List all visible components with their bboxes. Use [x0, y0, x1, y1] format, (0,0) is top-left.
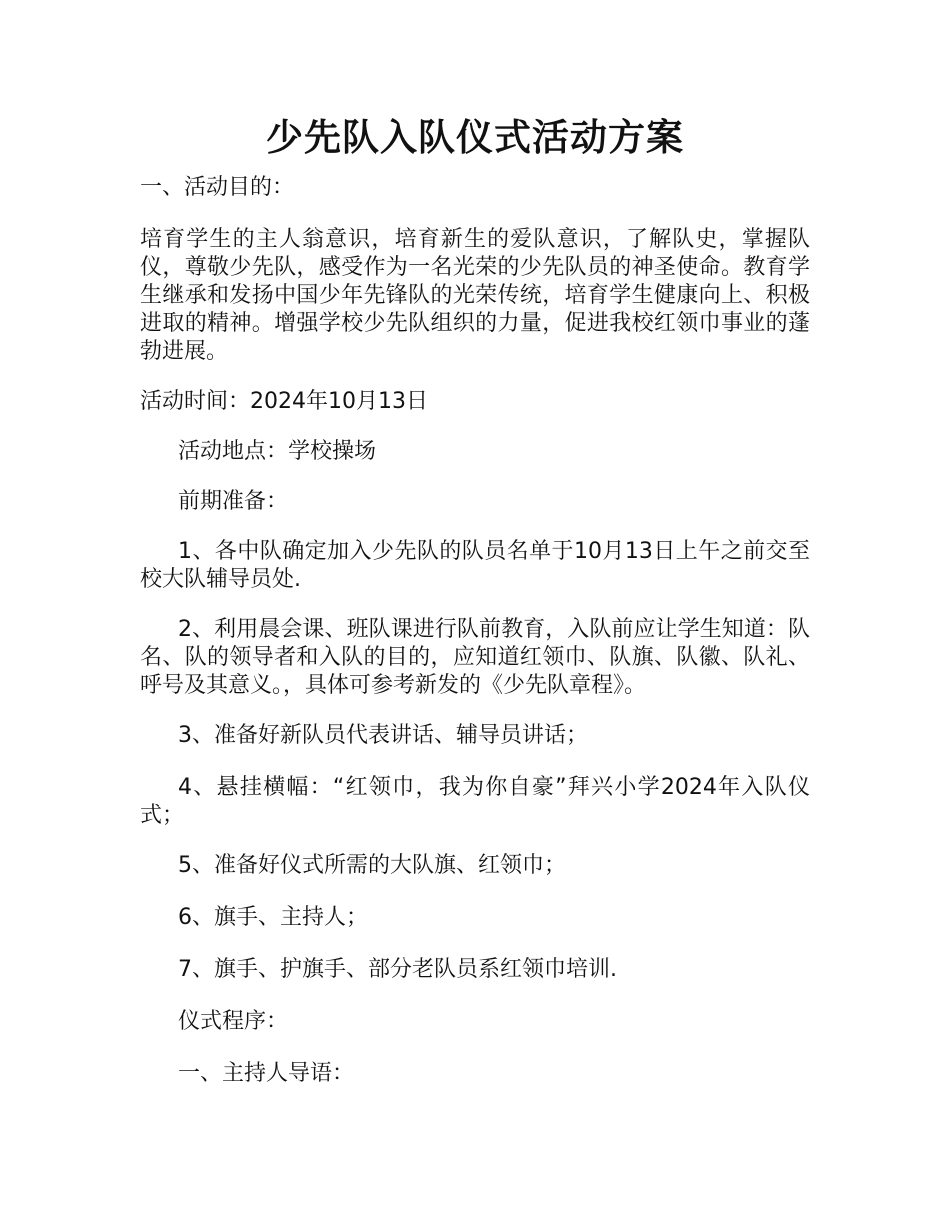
paragraph-preparation-item-7: 7、旗手、护旗手、部分老队员系红领巾培训. — [178, 957, 617, 982]
paragraph-preparation-item-4: 4、悬挂横幅：“红领巾，我为你自豪”拜兴小学2024年入队仪式； — [140, 775, 810, 828]
paragraph-preparation-item-5: 5、准备好仪式所需的大队旗、红领巾； — [178, 853, 566, 878]
paragraph-preparation-item-2: 2、利用晨会课、班队课进行队前教育，入队前应让学生知道：队名、队的领导者和入队的目的，应知道红领巾、队旗、队徽、队礼、呼号及其意义。，具体可参考新发的《少先队章程》。 — [140, 617, 810, 698]
section-heading-purpose: 一、活动目的： — [140, 175, 295, 200]
document-title: 少先队入队仪式活动方案 — [266, 116, 684, 159]
paragraph-preparation-heading: 前期准备： — [178, 489, 289, 514]
paragraph-activity-location: 活动地点：学校操场 — [178, 439, 377, 464]
paragraph-ceremony-program: 仪式程序： — [178, 1009, 289, 1034]
paragraph-purpose-body: 培育学生的主人翁意识，培育新生的爱队意识，了解队史，掌握队仪，尊敬少先队，感受作为一名光荣的少先队员的神圣使命。教育学生继承和发扬中国少年先锋队的光荣传统，培育学生健康向上、积极进取的精神。增强学校少先队组织的力量，促进我校红领巾事业的蓬勃进展。 — [140, 227, 810, 364]
paragraph-preparation-item-3: 3、准备好新队员代表讲话、辅导员讲话； — [178, 723, 588, 748]
paragraph-preparation-item-1: 1、各中队确定加入少先队的队员名单于10月13日上午之前交至校大队辅导员处. — [140, 539, 810, 592]
paragraph-activity-time: 活动时间：2024年10月13日 — [140, 389, 428, 414]
paragraph-host-intro: 一、主持人导语： — [178, 1061, 355, 1086]
paragraph-preparation-item-6: 6、旗手、主持人； — [178, 905, 368, 930]
